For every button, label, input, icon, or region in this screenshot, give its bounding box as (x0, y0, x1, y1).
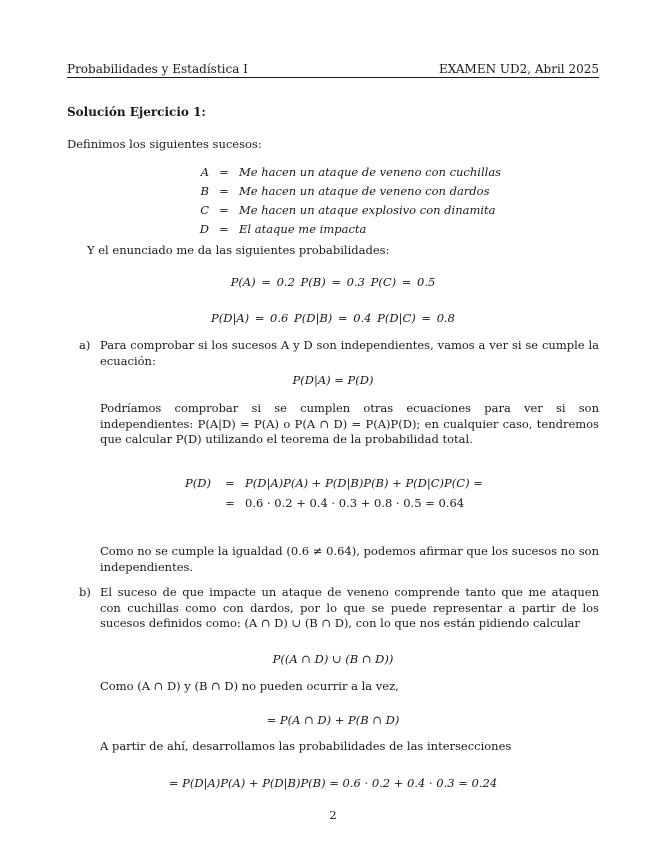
equation-conditionals: P(D|A) = 0.6 P(D|B) = 0.4 P(D|C) = 0.8 (211, 311, 455, 325)
part-b-line-3: A partir de ahí, desarrollamos las probabilidades de las intersecciones (100, 739, 512, 753)
event-row: A = Me hacen un ataque de veneno con cuchillas (200, 164, 502, 179)
part-a-label: a) (79, 338, 91, 352)
part-b-equation-2: = P(A ∩ D) + P(B ∩ D) (266, 713, 400, 727)
part-b-equation-1: P((A ∩ D) ∪ (B ∩ D)) (272, 652, 394, 666)
equation-probabilities: P(A) = 0.2 P(B) = 0.3 P(C) = 0.5 (230, 275, 436, 289)
section-title: Solución Ejercicio 1: (67, 105, 206, 119)
page-header (67, 62, 599, 76)
event-row: D = El ataque me impacta (199, 221, 367, 236)
event-row: B = Me hacen un ataque de veneno con dardos (200, 183, 490, 198)
given-text: Y el enunciado me da las siguientes probabilidades: (87, 243, 390, 257)
exam-page (67, 0, 599, 848)
part-b-equation-3: = P(D|A)P(A) + P(D|B)P(B) = 0.6 · 0.2 + 0.4 · 0.3 = 0.24 (168, 776, 498, 790)
header-course: Probabilidades y Estadística I (67, 62, 248, 76)
header-rule (67, 77, 599, 78)
part-a-conclusion: Como no se cumple la igualdad (0.6 ≠ 0.64), podemos afirmar que los sucesos no son independientes. (100, 544, 599, 574)
page-number: 2 (329, 808, 337, 822)
part-b-paragraph: El suceso de que impacte un ataque de veneno comprende tanto que me ataquen con cuchillas como con dardos, por lo que se puede representar a partir de los sucesos definidos como: (A ∩ D) ∪ (B ∩ D), con lo que nos están pidiendo calcular (100, 585, 599, 630)
events-definitions (187, 162, 501, 238)
event-row: C = Me hacen un ataque explosivo con dinamita (200, 202, 496, 217)
total-probability-equation: P(D) = P(D|A)P(A) + P(D|B)P(B) + P(D|C)P(C) = = 0.6 · 0.2 + 0.4 · 0.3 + 0.8 · 0.5 = 0.64 (185, 476, 483, 510)
part-a-paragraph: Podríamos comprobar si se cumplen otras ecuaciones para ver si son independientes: P(A|D) = P(A) o P(A ∩ D) = P(A)P(D); en cualquier caso, tendremos que calcular P(D) utilizando el teorema de la probabilidad total. (100, 401, 599, 446)
part-a-equation: P(D|A) = P(D) (292, 373, 374, 387)
part-b-label: b) (79, 585, 91, 599)
part-a-intro: Para comprobar si los sucesos A y D son independientes, vamos a ver si se cumple la ecuación: (100, 338, 599, 368)
header-exam: EXAMEN UD2, Abril 2025 (438, 62, 599, 76)
part-b-line-2: Como (A ∩ D) y (B ∩ D) no pueden ocurrir a la vez, (100, 679, 399, 693)
intro-text: Definimos los siguientes sucesos: (67, 137, 262, 151)
